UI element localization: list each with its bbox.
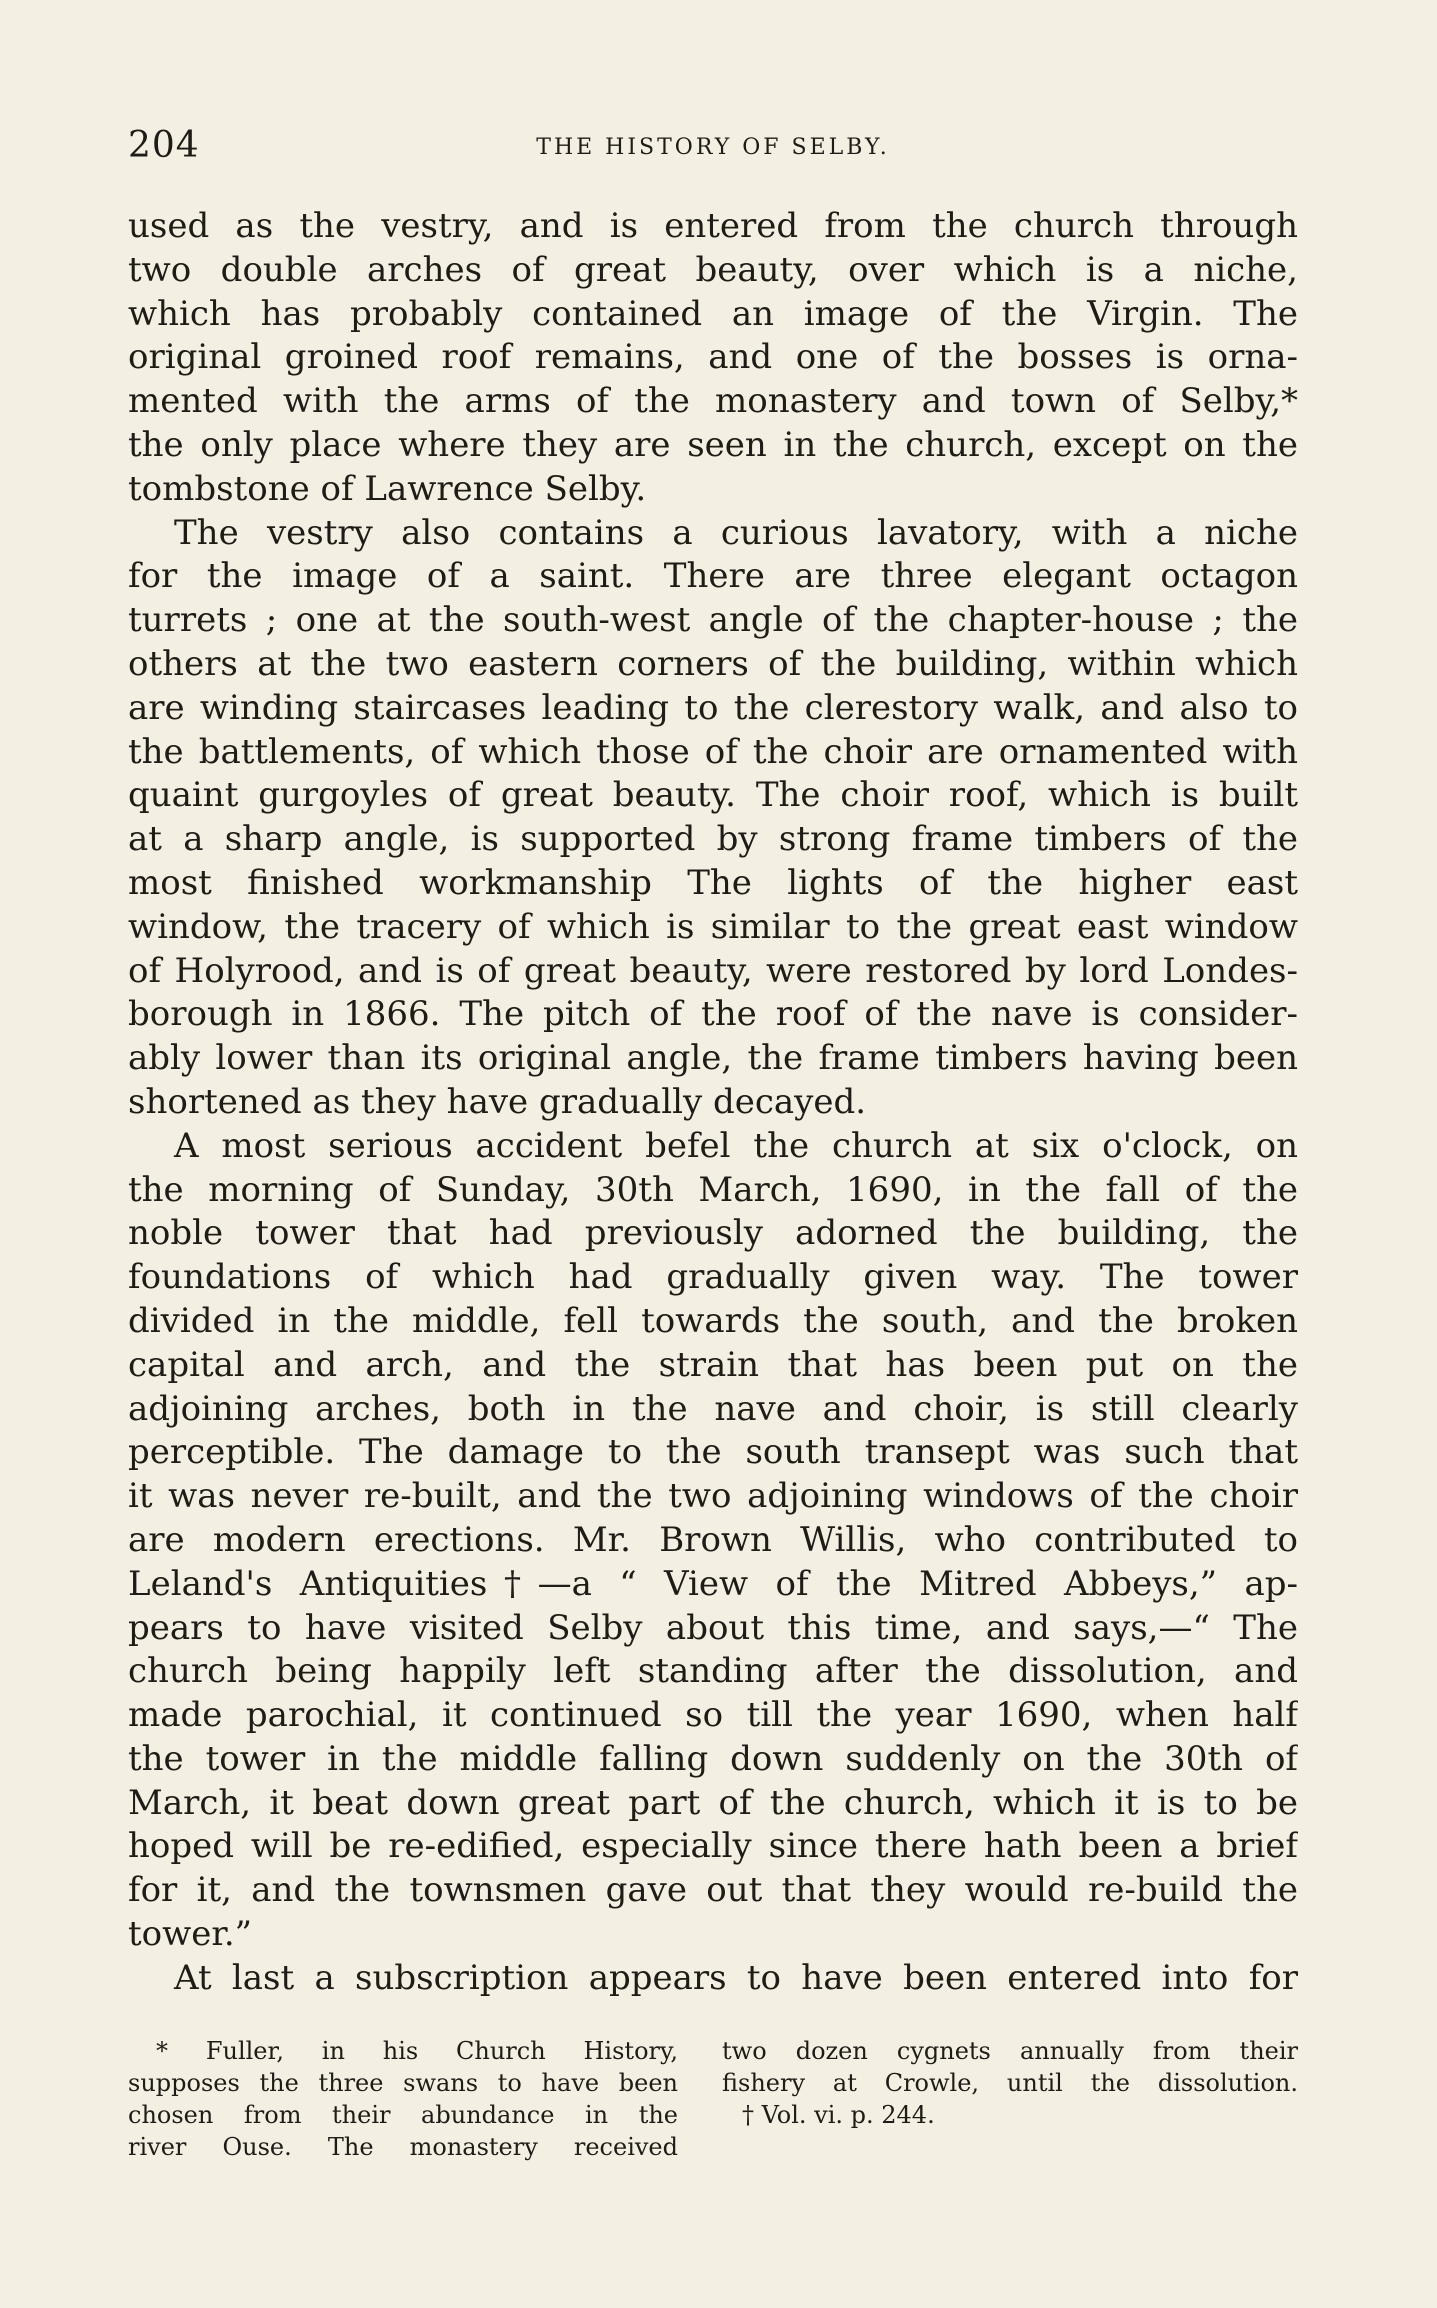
footnote-line: * Fuller, in his Church History, [156,2037,678,2065]
text-line: original groined roof remains, and one of the bosses is orna- [128,337,1298,378]
running-title: THE HISTORY OF SELBY. [536,135,890,160]
footnote-line: two dozen cygnets annually from their [722,2037,1298,2065]
text-line: At last a subscription appears to have been entered into for [174,1957,1298,1998]
footnote-column-right [722,2035,1298,2131]
text-line: foundations of which had gradually given way. The tower [128,1257,1298,1298]
text-line: are winding staircases leading to the clerestory walk, and also to [128,687,1298,728]
text-line: used as the vestry, and is entered from the church through [128,206,1298,246]
text-line: it was never re-built, and the two adjoining windows of the choir [128,1476,1298,1517]
text-line: made parochial, it continued so till the year 1690, when half [128,1695,1298,1736]
text-line: March, it beat down great part of the church, which it is to be [128,1782,1298,1823]
text-line: mented with the arms of the monastery and town of Selby,* [128,381,1298,422]
footnote-line: river Ouse. The monastery received [128,2133,678,2161]
text-line: The vestry also contains a curious lavatory, with a niche [174,512,1298,553]
text-line: two double arches of great beauty, over which is a niche, [128,249,1298,290]
text-line: are modern erections. Mr. Brown Willis, who contributed to [128,1519,1298,1560]
footnote-line: fishery at Crowle, until the dissolution. [722,2069,1298,2097]
text-line: the battlements, of which those of the choir are ornamented with [128,731,1298,772]
text-line: for the image of a saint. There are three elegant octagon [128,556,1298,597]
text-line: most finished workmanship The lights of the higher east [128,862,1298,903]
text-line: the only place where they are seen in the church, except on the [128,424,1298,465]
text-line: quaint gurgoyles of great beauty. The choir roof, which is built [128,775,1298,816]
text-line: for it, and the townsmen gave out that they would re-build the [128,1870,1298,1911]
text-line: capital and arch, and the strain that has been put on the [128,1344,1298,1385]
page-number: 204 [128,125,200,166]
text-line: shortened as they have gradually decayed. [128,1081,867,1122]
body-text [128,205,1298,2001]
text-line: noble tower that had previously adorned the building, the [128,1213,1298,1254]
text-line: adjoining arches, both in the nave and choir, is still clearly [128,1388,1298,1429]
text-line: the morning of Sunday, 30th March, 1690, in the fall of the [128,1169,1298,1210]
text-line: ably lower than its original angle, the frame timbers having been [128,1038,1298,1079]
footnote-line: † Vol. vi. p. 244. [742,2101,935,2129]
text-line: perceptible. The damage to the south transept was such that [128,1432,1298,1473]
text-line: the tower in the middle falling down suddenly on the 30th of [128,1738,1298,1779]
footnote-line: chosen from their abundance in the [128,2101,678,2129]
text-line: at a sharp angle, is supported by strong frame timbers of the [128,819,1298,860]
text-line: borough in 1866. The pitch of the roof of the nave is consider- [128,994,1298,1035]
footnotes [128,2035,1298,2185]
footnote-line: supposes the three swans to have been [128,2069,678,2097]
running-head [128,125,1298,175]
text-line: church being happily left standing after the dissolution, and [128,1651,1298,1692]
text-line: turrets ; one at the south-west angle of the chapter-house ; the [128,600,1298,641]
text-line: hoped will be re-edified, especially since there hath been a brief [128,1826,1298,1867]
text-line: others at the two eastern corners of the building, within which [128,643,1298,684]
text-line: which has probably contained an image of the Virgin. The [128,293,1298,334]
text-line: of Holyrood, and is of great beauty, were restored by lord Londes- [128,950,1298,991]
text-line: divided in the middle, fell towards the south, and the broken [128,1300,1298,1341]
text-line: A most serious accident befel the church at six o'clock, on [174,1125,1298,1166]
text-line: window, the tracery of which is similar to the great east window [128,906,1298,947]
text-line: tombstone of Lawrence Selby. [128,468,647,509]
text-line: Leland's Antiquities†—a “ View of the Mitred Abbeys,” ap- [128,1563,1298,1604]
footnote-column-left [128,2035,678,2163]
text-line: pears to have visited Selby about this time, and says,—“ The [128,1607,1298,1648]
text-line: tower.” [128,1914,253,1955]
